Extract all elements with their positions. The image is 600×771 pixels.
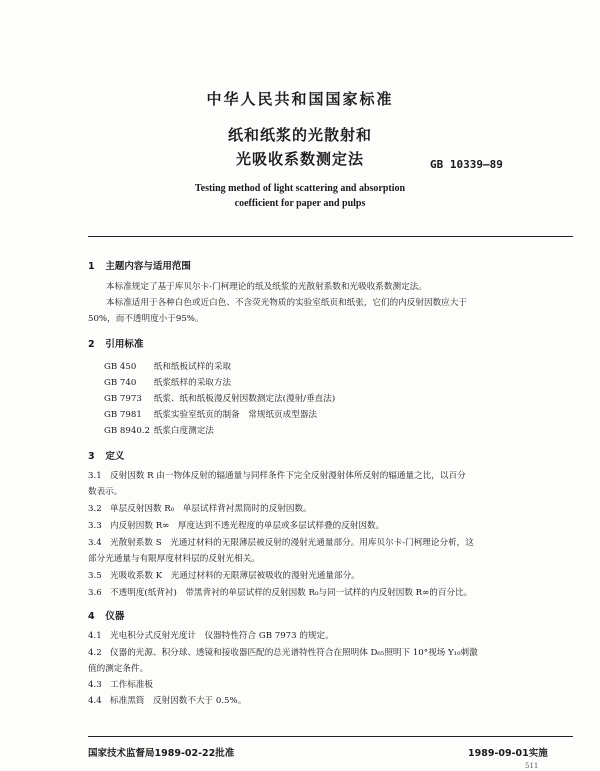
item-text: 标准黑筒 反射因数不大于 0.5%。: [110, 696, 247, 706]
section-number: 2: [88, 339, 95, 350]
paragraph: 本标准适用于各种白色或近白色、不含荧光物质的实验室纸页和纸张，它们的内反射因数应大于: [106, 298, 467, 308]
section-heading: [88, 448, 124, 462]
apparatus-item: [88, 678, 573, 693]
section-heading: [88, 608, 124, 622]
reference-text: 纸浆实验室纸页的制备 常规纸页成型器法: [153, 410, 318, 420]
item-text: 不透明度(纸背衬) 带黑背衬的单层试样的反射因数 R₀与同一试样的内反射因数 R∞的百分比。: [110, 588, 473, 598]
item-text: 光散射系数 S 光通过材料的无限薄层被反射的漫射光通量部分。用库贝尔卡-门柯理论分析，这: [110, 538, 474, 548]
definition-item: [88, 519, 573, 534]
standard-code: GB 10339—89: [430, 158, 503, 171]
section-title: 仪器: [105, 611, 125, 622]
english-title-line2: coefficient for paper and pulps: [234, 198, 366, 209]
item-number: 3.6: [88, 588, 102, 598]
item-number: 3.2: [88, 504, 102, 514]
apparatus-item: [88, 646, 573, 661]
reference-code: GB 7973: [104, 394, 142, 404]
section-heading: [88, 258, 191, 272]
definition-item: [88, 569, 573, 584]
definition-item: [88, 536, 573, 551]
item-text: 反射因数 R 由一物体反射的辐通量与同样条件下完全反射漫射体所反射的辐通量之比，以百分: [110, 471, 466, 481]
reference-code: GB 8940.2: [104, 426, 150, 436]
section-title: 定义: [105, 451, 125, 462]
item-number: 3.3: [88, 521, 102, 531]
reference-code: GB 740: [104, 378, 137, 388]
definition-item: [88, 469, 573, 484]
item-number: 4.2: [88, 648, 102, 658]
item-number: 3.5: [88, 571, 102, 581]
footer-rule: [88, 736, 573, 737]
reference-item: [104, 424, 214, 436]
reference-code: GB 450: [104, 362, 137, 372]
paragraph: 本标准规定了基于库贝尔卡-门柯理论的纸及纸浆的光散射系数和光吸收系数测定法。: [106, 282, 427, 292]
reference-item: [104, 392, 335, 404]
item-number: 3.4: [88, 538, 102, 548]
approval-date: 国家技术监督局1989-02-22批准: [88, 748, 235, 759]
reference-text: 纸浆纸样的采取方法: [153, 378, 232, 388]
reference-text: 纸和纸板试样的采取: [153, 362, 232, 372]
page-number: 511: [525, 762, 539, 770]
section-number: 3: [88, 451, 95, 462]
paragraph: 50%，而不透明度小于95%。: [88, 314, 204, 324]
definition-item: [88, 502, 573, 517]
item-text: 工作标准板: [110, 680, 153, 690]
standard-title-line1: 纸和纸浆的光散射和: [227, 126, 372, 144]
section-number: 1: [88, 261, 95, 272]
item-number: 4.3: [88, 680, 102, 690]
item-text: 仪器的光源、积分球、透镜和接收器匹配的总光谱特性符合在照明体 D₆₅照明下 10°视场 Y₁₀刺激: [110, 648, 478, 658]
standard-title-line2: 光吸收系数测定法: [235, 150, 364, 168]
section-title: 引用标准: [105, 339, 144, 350]
reference-item: [104, 360, 231, 372]
item-text: 光吸收系数 K 光通过材料的无限薄层被吸收的漫射光通量部分。: [110, 571, 360, 581]
section-heading: [88, 336, 143, 350]
reference-item: [104, 376, 231, 388]
effective-date: 1989-09-01实施: [468, 748, 548, 759]
english-title-line1: Testing method of light scattering and absorption: [194, 183, 406, 194]
item-text: 光电积分式反射光度计 仪器特性符合 GB 7973 的规定。: [110, 631, 334, 641]
apparatus-item: [88, 629, 573, 644]
reference-text: 纸浆、纸和纸板漫反射因数测定法(漫射/垂直法): [153, 394, 336, 404]
item-number: 4.1: [88, 631, 102, 641]
section-title: 主题内容与适用范围: [105, 261, 191, 272]
definition-item: [88, 586, 573, 601]
item-number: 4.4: [88, 696, 102, 706]
item-text: 内反射因数 R∞ 厚度达到不透光程度的单层或多层试样叠的反射因数。: [110, 521, 385, 531]
item-number: 3.1: [88, 471, 102, 481]
reference-item: [104, 408, 317, 420]
section-number: 4: [88, 611, 95, 622]
item-text: 单层反射因数 R₀ 单层试样背衬黑筒时的反射因数。: [110, 504, 312, 514]
reference-code: GB 7981: [104, 410, 142, 420]
apparatus-item-continued: 值的测定条件。: [88, 664, 149, 674]
definition-item-continued: 部分光通量与有限厚度材料层的反射光相关。: [88, 554, 260, 564]
org-title: 中华人民共和国国家标准: [206, 90, 394, 108]
header-rule: [88, 236, 573, 237]
apparatus-item: [88, 694, 573, 709]
definition-item-continued: 数表示。: [88, 487, 123, 497]
reference-text: 纸浆白度测定法: [153, 426, 214, 436]
